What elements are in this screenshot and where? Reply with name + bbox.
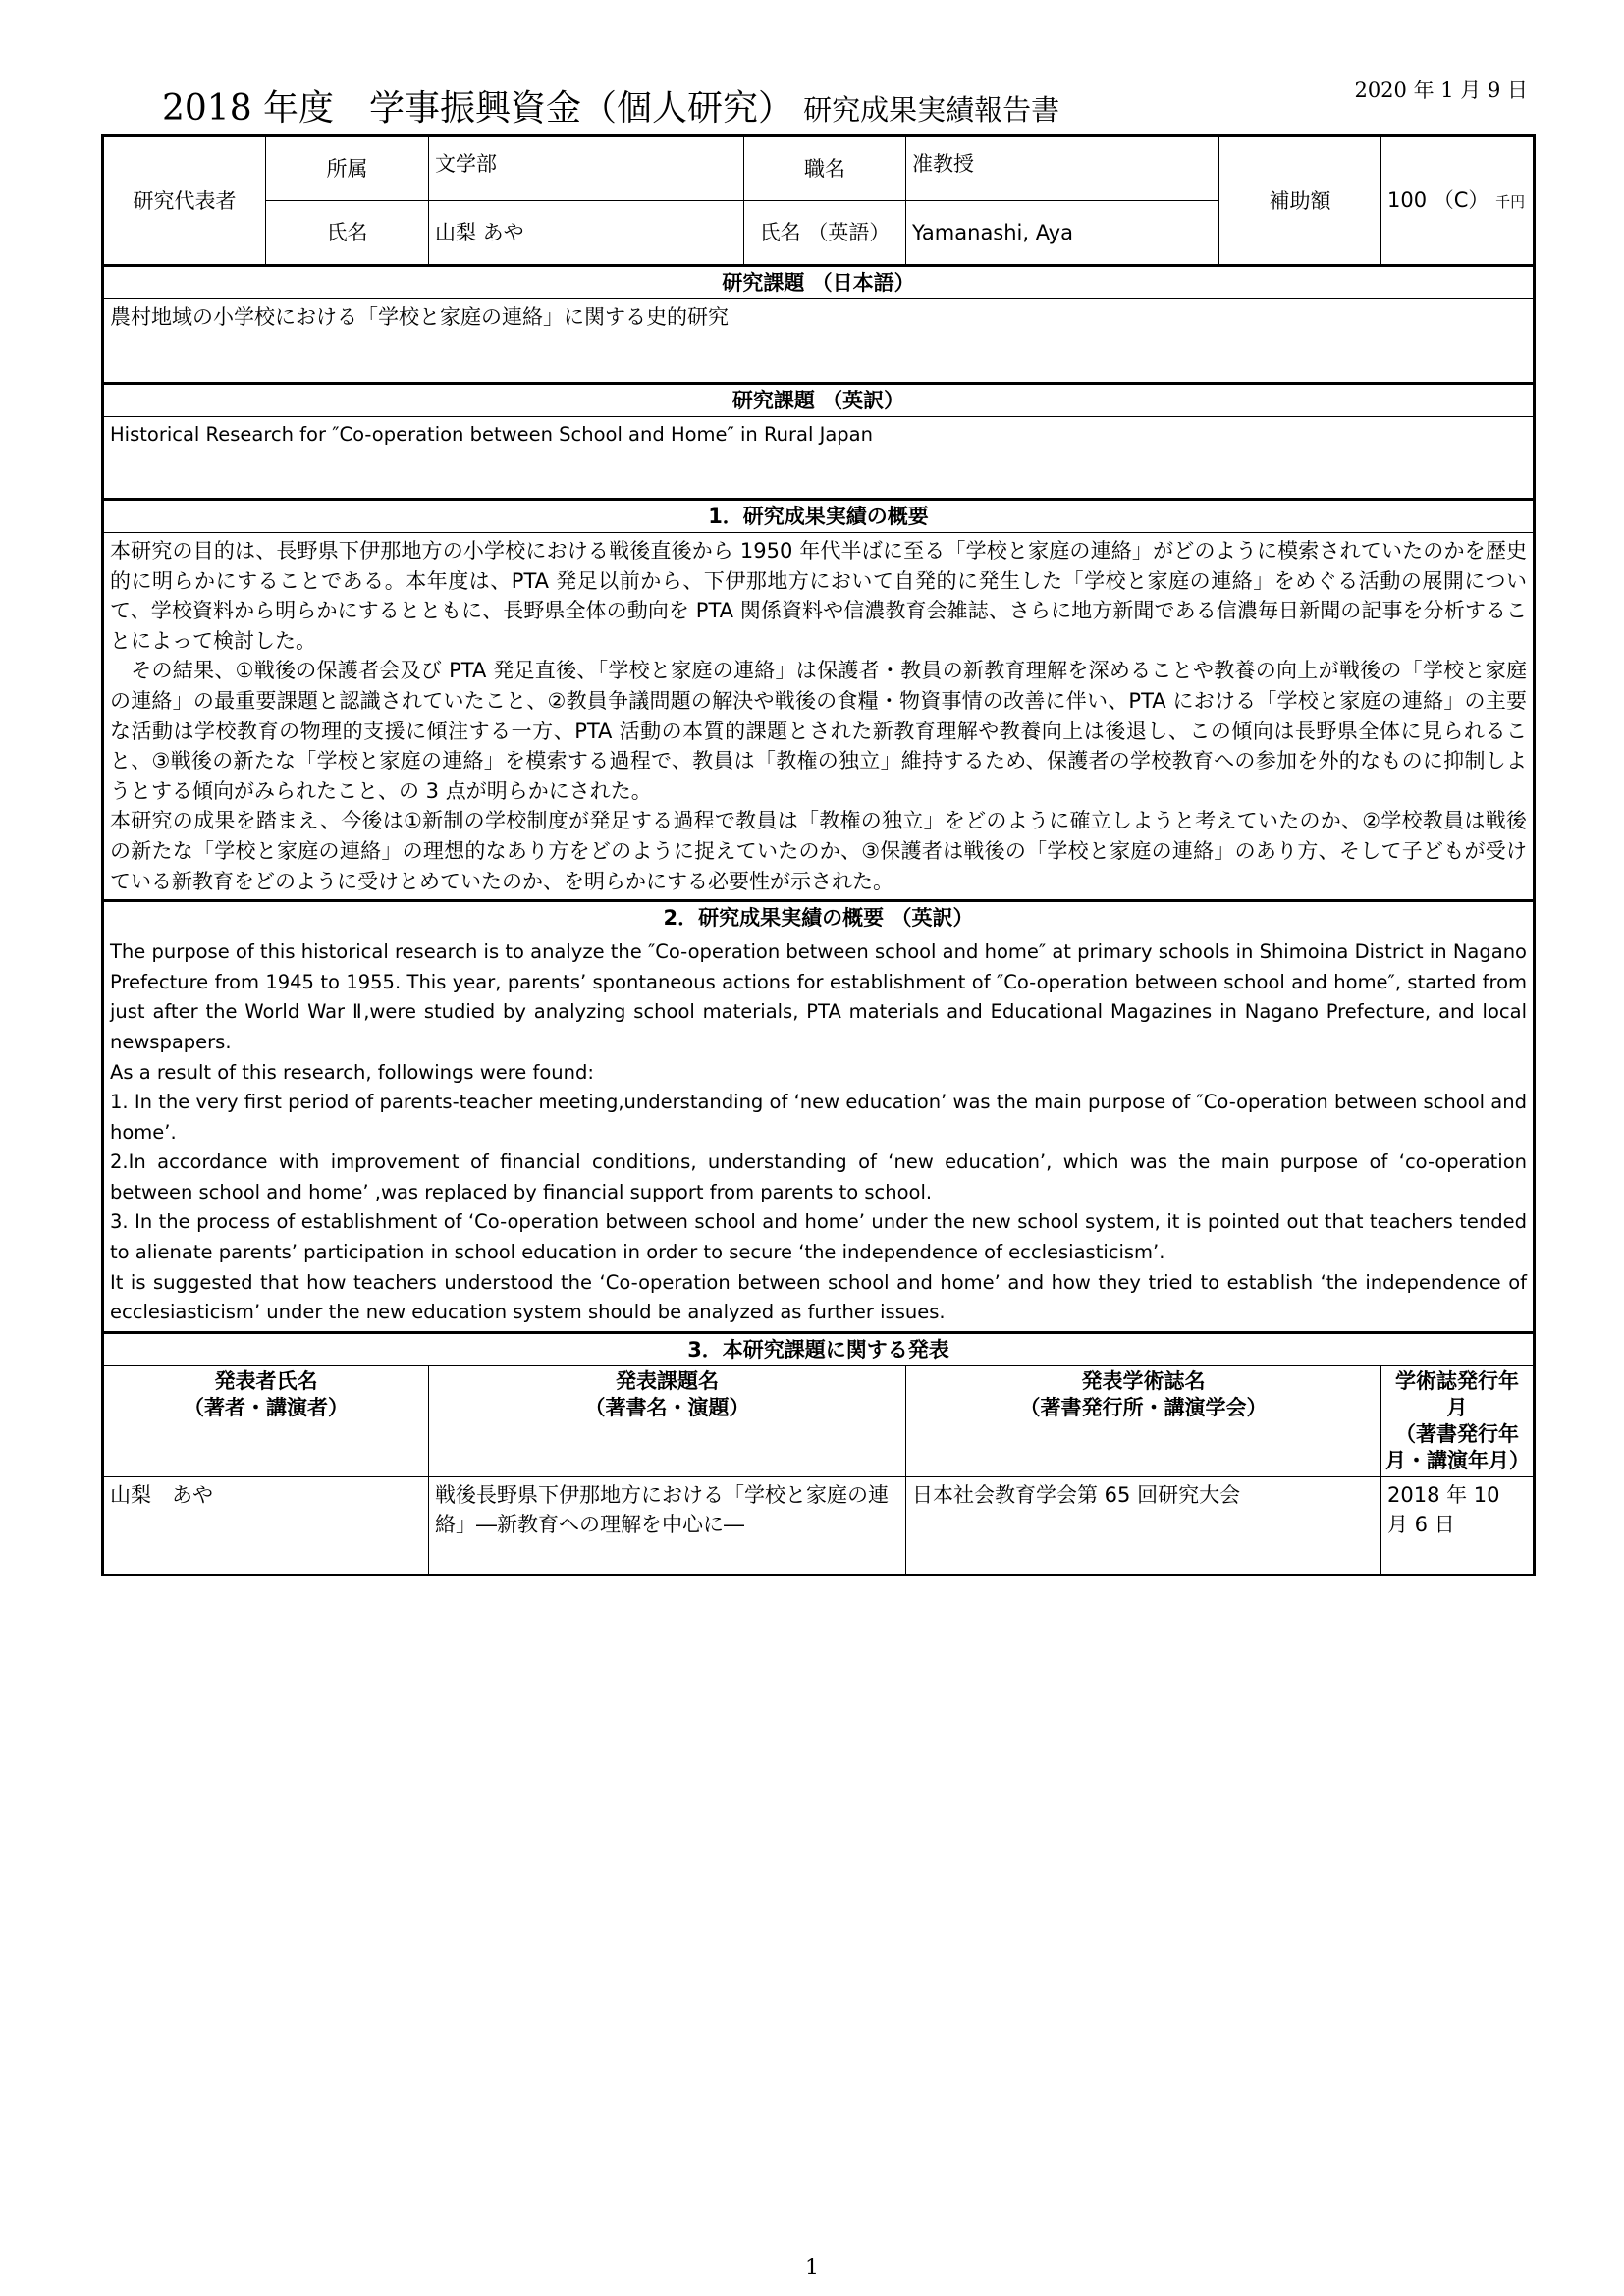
summary-en-paragraph: 1. In the very first period of parents-teacher meeting,understanding of ‘new education’ was the main purpose of ″Co-operation between school and home’.	[110, 1091, 1527, 1144]
topic-ja-value: 農村地域の小学校における「学校と家庭の連絡」に関する史的研究	[103, 299, 1535, 384]
col-subtitle: （著者・講演者）	[184, 1395, 349, 1419]
summary-en-paragraph: As a result of this research, followings were found:	[110, 1060, 594, 1084]
representative-label: 研究代表者	[103, 136, 266, 266]
topic-en-heading: 研究課題 （英訳）	[103, 384, 1535, 417]
col-title: 発表者氏名	[214, 1368, 318, 1393]
name-en-value: Yamanashi, Aya	[906, 201, 1219, 266]
report-form	[101, 134, 1536, 1576]
col-title: 学術誌発行年月	[1395, 1368, 1519, 1419]
grant-cell	[1381, 136, 1535, 266]
title-main: 2018 年度 学事振興資金（個人研究）	[162, 88, 794, 129]
summary-en-body	[103, 934, 1535, 1333]
topic-ja-heading: 研究課題 （日本語）	[103, 266, 1535, 299]
presenter-cell: 山梨 あや	[103, 1476, 429, 1575]
page-title	[162, 80, 1059, 131]
presentations-heading: 3．本研究課題に関する発表	[103, 1332, 1535, 1365]
summary-ja-paragraph: 本研究の成果を踏まえ、今後は①新制の学校制度が発足する過程で教員は「教権の独立」をどのように確立しようと考えていたのか、②学校教員は戦後の新たな「学校と家庭の連絡」の理想的なあり方をどのように捉えていたのか、③保護者は戦後の「学校と家庭の連絡」のあり方、そして子どもが受けている新教育をどのように受けとめていたのか、を明らかにする必要性が示された。	[110, 809, 1527, 893]
summary-ja-paragraph: その結果、①戦後の保護者会及び PTA 発足直後、「学校と家庭の連絡」は保護者・教員の新教育理解を深めることや教養の向上が戦後の「学校と家庭の連絡」の最重要課題と認識されていたこと、②教員争議問題の解決や戦後の食糧・物資事情の改善に伴い、PTA における「学校と家庭の連絡」の主要な活動は学校教育の物理的支援に傾注する一方、PTA 活動の本質的課題とされた新教育理解や教養向上は後退し、この傾向は長野県全体に見られること、③戦後の新たな「学校と家庭の連絡」を模索する過程で、教員は「教権の独立」維持するため、保護者の学校教育への参加を外的なものに抑制しようとする傾向がみられたこと、の 3 点が明らかにされた。	[110, 659, 1527, 803]
title-sub: 研究成果実績報告書	[803, 93, 1060, 127]
topic-en-value: Historical Research for ″Co-operation between School and Home″ in Rural Japan	[103, 417, 1535, 500]
col-title: 発表課題名	[616, 1368, 719, 1393]
presentations-col-venue	[906, 1365, 1381, 1476]
grant-unit: 千円	[1495, 192, 1526, 211]
col-subtitle: （著書発行所・講演学会）	[1019, 1395, 1268, 1419]
report-date: 2020 年 1 月 9 日	[1354, 79, 1528, 102]
table-row	[103, 1476, 1535, 1575]
summary-ja-body	[103, 533, 1535, 901]
presentations-col-presenter	[103, 1365, 429, 1476]
col-title: 発表学術誌名	[1081, 1368, 1206, 1393]
summary-en-paragraph: The purpose of this historical research is to analyze the ″Co-operation between school and home″ at primary schools in Shimoina District in Nagano Prefecture from 1945 to 1955. This year, parents’ spontaneous actions for establishment of ″Co-operation between school and home″, started from just after the World War Ⅱ,were studied by analyzing school materials, PTA materials and Educational Magazines in Nagano Prefecture, and local newspapers.	[110, 940, 1527, 1053]
presentation-title-cell: 戦後長野県下伊那地方における「学校と家庭の連絡」―新教育への理解を中心に―	[429, 1476, 906, 1575]
affiliation-label: 所属	[266, 136, 429, 201]
col-subtitle: （著書名・演題）	[584, 1395, 750, 1419]
summary-en-paragraph: 2.In accordance with improvement of financial conditions, understanding of ‘new education’, which was the main purpose of ‘co-operation between school and home’ ,was replaced by financial support from parents to school.	[110, 1150, 1527, 1203]
affiliation-value: 文学部	[429, 136, 744, 201]
summary-en-heading: 2．研究成果実績の概要 （英訳）	[103, 901, 1535, 934]
page-number: 1	[805, 2256, 819, 2280]
name-label: 氏名	[266, 201, 429, 266]
name-value: 山梨 あや	[429, 201, 744, 266]
col-subtitle: （著書発行年月・講演年月）	[1385, 1421, 1530, 1472]
name-en-label: 氏名 （英語）	[744, 201, 906, 266]
venue-cell: 日本社会教育学会第 65 回研究大会	[906, 1476, 1381, 1575]
presentations-col-date	[1381, 1365, 1535, 1476]
position-label: 職名	[744, 136, 906, 201]
presentations-col-title	[429, 1365, 906, 1476]
position-value: 准教授	[906, 136, 1219, 201]
summary-en-paragraph: 3. In the process of establishment of ‘Co-operation between school and home’ under the new school system, it is pointed out that teachers tended to alienate parents’ participation in school education in order to secure ‘the independence of ecclesiasticism’.	[110, 1210, 1527, 1264]
summary-ja-paragraph: 本研究の目的は、長野県下伊那地方の小学校における戦後直後から 1950 年代半ばに至る「学校と家庭の連絡」がどのように模索されていたのかを歴史的に明らかにすることである。本年度は、PTA 発足以前から、下伊那地方において自発的に発生した「学校と家庭の連絡」をめぐる活動の展開について、学校資料から明らかにするとともに、長野県全体の動向を PTA 関係資料や信濃教育会雑誌、さらに地方新聞である信濃毎日新聞の記事を分析することによって検討した。	[110, 539, 1527, 653]
summary-en-paragraph: It is suggested that how teachers understood the ‘Co-operation between school and home’ and how they tried to establish ‘the independence of ecclesiasticism’ under the new education system should be analyzed as further issues.	[110, 1270, 1527, 1324]
grant-value: 100 （C）	[1387, 187, 1496, 212]
date-cell: 2018 年 10 月 6 日	[1381, 1476, 1535, 1575]
summary-ja-heading: 1．研究成果実績の概要	[103, 500, 1535, 533]
grant-label: 補助額	[1219, 136, 1381, 266]
